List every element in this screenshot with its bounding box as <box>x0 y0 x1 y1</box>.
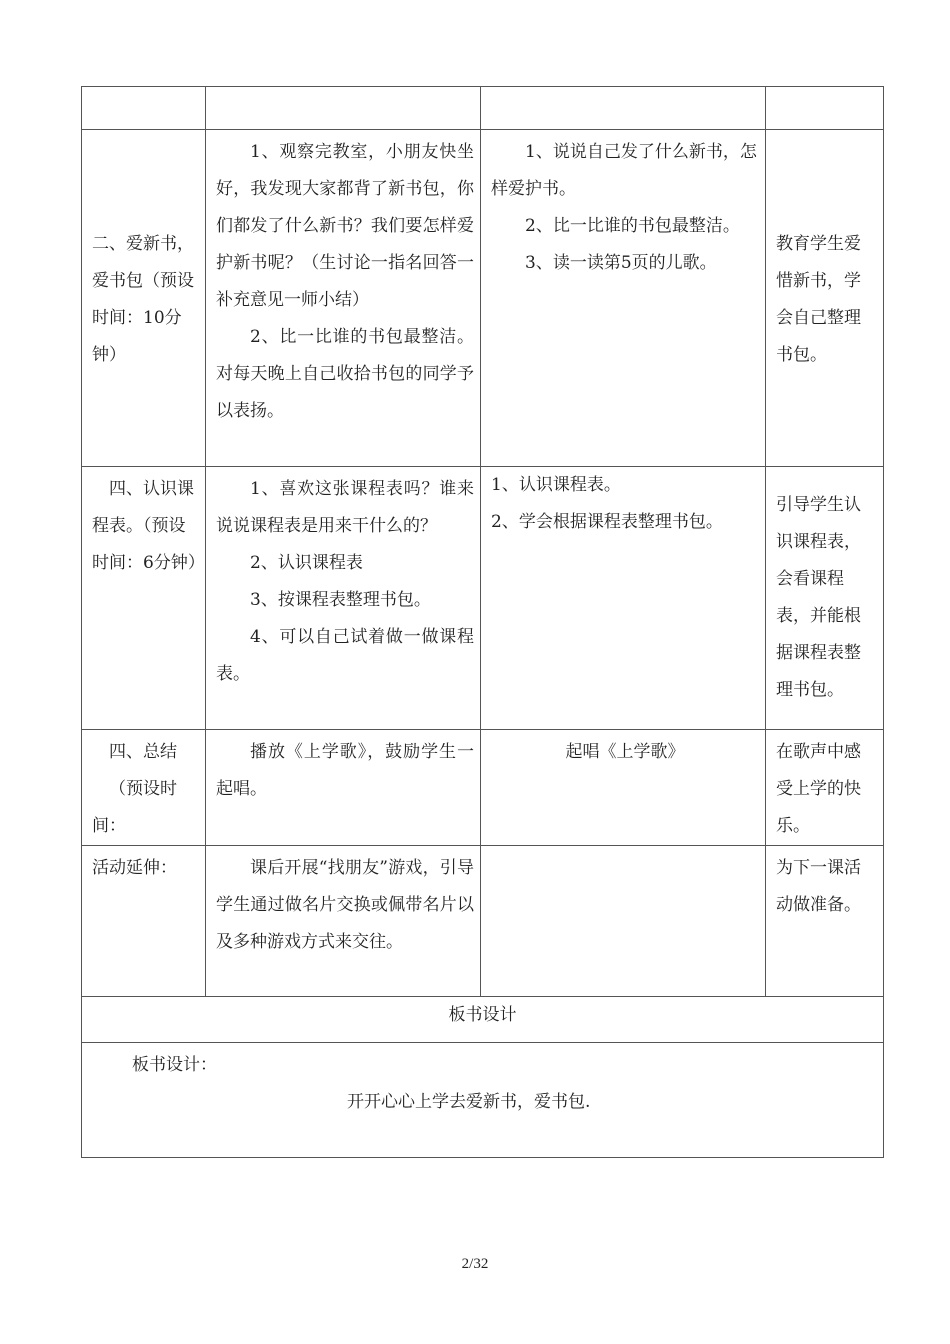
teacher-step: 播放《上学歌》，鼓励学生一起唱。 <box>216 742 474 799</box>
header-cell <box>206 87 481 130</box>
teacher-step: 1、喜欢这张课程表吗？谁来说说课程表是用来干什么的？ <box>216 479 474 536</box>
table-row <box>82 467 884 730</box>
board-title-row <box>82 997 884 1043</box>
board-label: 板书设计： <box>132 1055 217 1075</box>
board-title: 板书设计 <box>82 997 884 1043</box>
intent-cell <box>766 846 884 997</box>
intent-cell <box>766 730 884 846</box>
table-row <box>82 846 884 997</box>
stage-text: 二、爱新书，爱书包（预设时间：10分钟） <box>92 234 194 365</box>
board-content: 开开心心上学去爱新书，爱书包. <box>347 1092 591 1112</box>
stage-text: （预设时间： <box>92 779 177 836</box>
stage-text: 四、总结 <box>109 742 177 762</box>
teacher-activity-cell <box>206 730 481 846</box>
intent-text: 为下一课活动做准备。 <box>776 858 861 915</box>
header-cell <box>481 87 766 130</box>
intent-text: 教育学生爱惜新书，学会自己整理书包。 <box>776 234 861 365</box>
student-activity-cell <box>481 846 766 997</box>
teacher-activity-cell <box>206 846 481 997</box>
teacher-step: 1、观察完教室，小朋友快坐好，我发现大家都背了新书包，你们都发了什么新书？我们要怎样爱护新书呢？（生讨论一指名回答一补充意见一师小结） <box>216 142 474 310</box>
stage-cell <box>82 130 206 467</box>
intent-cell <box>766 467 884 730</box>
teacher-step: 2、比一比谁的书包最整洁。对每天晚上自己收拾书包的同学予以表扬。 <box>216 327 474 421</box>
student-step: 3、读一读第5页的儿歌。 <box>525 253 717 273</box>
stage-text: 活动延伸： <box>92 858 177 878</box>
student-activity-cell <box>481 130 766 467</box>
table-header-row <box>82 87 884 130</box>
teacher-step: 3、按课程表整理书包。 <box>250 590 431 610</box>
table-row <box>82 130 884 467</box>
stage-text: 四、认识课程表。（预设时间：6分钟） <box>92 479 205 573</box>
student-step: 1、说说自己发了什么新书，怎样爱护书。 <box>491 142 757 199</box>
board-content-row <box>82 1043 884 1158</box>
intent-cell <box>766 130 884 467</box>
stage-cell <box>82 730 206 846</box>
teacher-step: 课后开展“找朋友”游戏，引导学生通过做名片交换或佩带名片以及多种游戏方式来交往。 <box>216 858 474 952</box>
intent-text: 引导学生认识课程表，会看课程表，并能根据课程表整理书包。 <box>776 495 861 700</box>
teacher-activity-cell <box>206 467 481 730</box>
student-activity-cell <box>481 730 766 846</box>
board-content-cell <box>82 1043 884 1158</box>
table-row <box>82 730 884 846</box>
teacher-activity-cell <box>206 130 481 467</box>
student-step: 起唱《上学歌》 <box>565 742 685 762</box>
stage-cell <box>82 467 206 730</box>
intent-text: 在歌声中感受上学的快乐。 <box>776 742 861 836</box>
stage-cell <box>82 846 206 997</box>
student-step: 1、认识课程表。 <box>491 475 621 495</box>
page-number: 2/32 <box>461 1256 489 1272</box>
teacher-step: 2、认识课程表 <box>250 553 363 573</box>
header-cell <box>766 87 884 130</box>
teacher-step: 4、可以自己试着做一做课程表。 <box>216 627 474 684</box>
header-cell <box>82 87 206 130</box>
student-step: 2、学会根据课程表整理书包。 <box>491 512 723 532</box>
lesson-plan-table <box>81 86 884 1158</box>
student-step: 2、比一比谁的书包最整洁。 <box>525 216 740 236</box>
student-activity-cell <box>481 467 766 730</box>
